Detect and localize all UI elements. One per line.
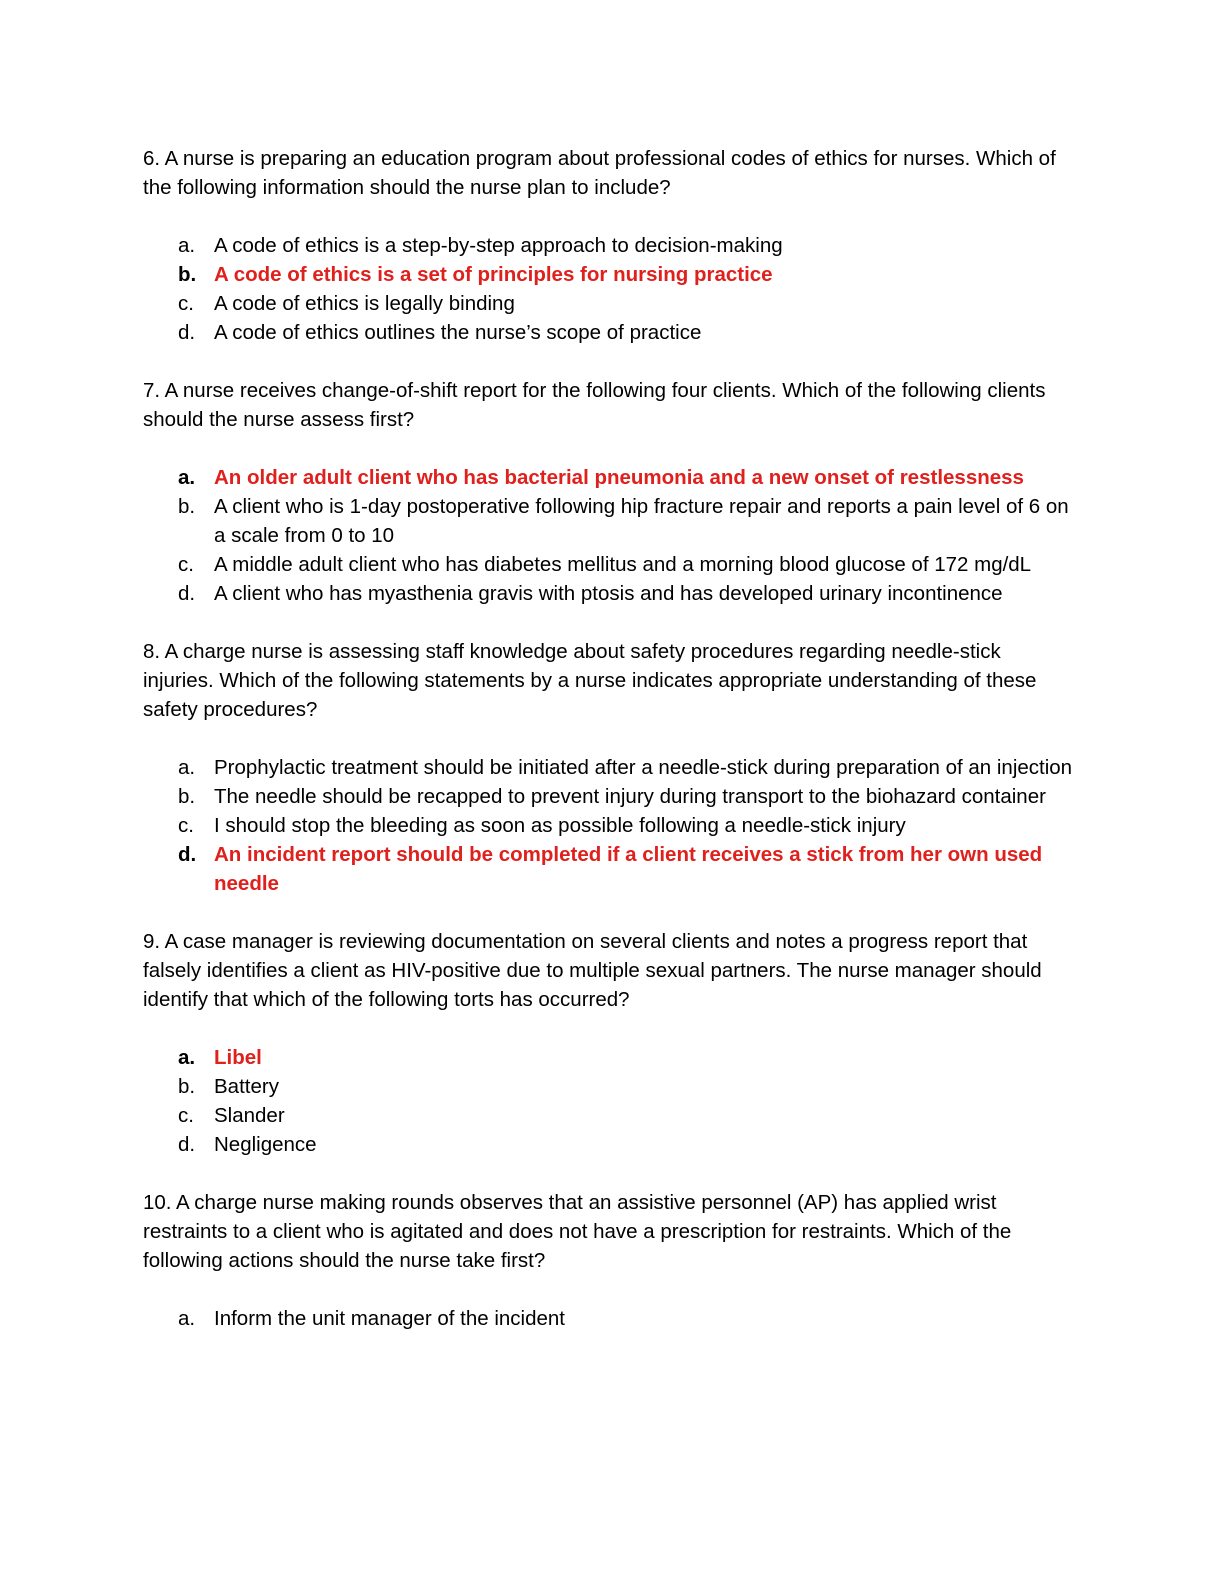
option-letter: a. — [178, 756, 196, 779]
question-stem: 9. A case manager is reviewing documentation on several clients and notes a progress report that falsely identifies a client as HIV-positive due to multiple sexual partners. The nurse manager should identify that which of the following torts has occurred? — [143, 930, 1042, 1011]
question-8 — [143, 637, 1073, 898]
option-a — [143, 231, 1073, 260]
option-text: A client who is 1-day postoperative following hip fracture repair and reports a pain level of 6 on a scale from 0 to 10 — [214, 495, 1069, 547]
option-text: Libel — [214, 1046, 262, 1069]
option-c — [143, 550, 1073, 579]
option-a-correct — [143, 463, 1073, 492]
option-letter: d. — [178, 321, 196, 344]
option-b — [143, 782, 1073, 811]
question-stem: 10. A charge nurse making rounds observes that an assistive personnel (AP) has applied wrist restraints to a client who is agitated and does not have a prescription for restraints. Which of the following actions should the nurse take first? — [143, 1191, 1012, 1272]
option-text: A code of ethics is a step-by-step approach to decision-making — [214, 234, 783, 257]
option-letter: b. — [178, 1075, 196, 1098]
option-letter: a. — [178, 234, 196, 257]
question-stem: 6. A nurse is preparing an education program about professional codes of ethics for nurses. Which of the following information should the nurse plan to include? — [143, 147, 1056, 199]
option-letter: c. — [178, 553, 194, 576]
option-letter: b. — [178, 785, 196, 808]
option-text: A client who has myasthenia gravis with ptosis and has developed urinary incontinence — [214, 582, 1003, 605]
option-text: Negligence — [214, 1133, 317, 1156]
option-letter: b. — [178, 495, 196, 518]
option-d — [143, 1130, 1073, 1159]
option-c — [143, 811, 1073, 840]
option-letter: c. — [178, 814, 194, 837]
answer-options — [143, 1304, 1073, 1333]
option-b — [143, 492, 1073, 550]
option-text: Slander — [214, 1104, 285, 1127]
option-d-correct — [143, 840, 1073, 898]
option-letter: d. — [178, 843, 197, 866]
option-text: A code of ethics is a set of principles for nursing practice — [214, 263, 773, 286]
option-text: Prophylactic treatment should be initiated after a needle-stick during preparation of an injection — [214, 756, 1073, 779]
answer-options — [143, 753, 1073, 898]
answer-options — [143, 231, 1073, 347]
question-9 — [143, 927, 1073, 1159]
option-letter: d. — [178, 1133, 196, 1156]
option-text: A middle adult client who has diabetes mellitus and a morning blood glucose of 172 mg/dL — [214, 553, 1032, 576]
option-d — [143, 579, 1073, 608]
option-text: A code of ethics outlines the nurse’s scope of practice — [214, 321, 702, 344]
option-text: An incident report should be completed if a client receives a stick from her own used needle — [214, 843, 1043, 895]
option-letter: a. — [178, 1046, 196, 1069]
option-letter: a. — [178, 1307, 196, 1330]
option-b — [143, 1072, 1073, 1101]
option-letter: a. — [178, 466, 196, 489]
document-page — [143, 144, 1073, 1362]
option-a — [143, 753, 1073, 782]
option-text: An older adult client who has bacterial pneumonia and a new onset of restlessness — [214, 466, 1024, 489]
question-stem: 8. A charge nurse is assessing staff knowledge about safety procedures regarding needle-stick injuries. Which of the following statements by a nurse indicates appropriate understanding of these safety procedures? — [143, 640, 1037, 721]
option-c — [143, 289, 1073, 318]
option-letter: b. — [178, 263, 197, 286]
option-b-correct — [143, 260, 1073, 289]
option-text: The needle should be recapped to prevent injury during transport to the biohazard container — [214, 785, 1046, 808]
question-6 — [143, 144, 1073, 347]
option-a-correct — [143, 1043, 1073, 1072]
option-text: A code of ethics is legally binding — [214, 292, 515, 315]
option-text: I should stop the bleeding as soon as possible following a needle-stick injury — [214, 814, 906, 837]
option-letter: c. — [178, 292, 194, 315]
answer-options — [143, 1043, 1073, 1159]
option-d — [143, 318, 1073, 347]
option-text: Inform the unit manager of the incident — [214, 1307, 565, 1330]
question-stem: 7. A nurse receives change-of-shift report for the following four clients. Which of the following clients should the nurse assess first? — [143, 379, 1046, 431]
question-7 — [143, 376, 1073, 608]
option-letter: d. — [178, 582, 196, 605]
question-10 — [143, 1188, 1073, 1333]
option-c — [143, 1101, 1073, 1130]
option-text: Battery — [214, 1075, 279, 1098]
answer-options — [143, 463, 1073, 608]
option-letter: c. — [178, 1104, 194, 1127]
option-a — [143, 1304, 1073, 1333]
